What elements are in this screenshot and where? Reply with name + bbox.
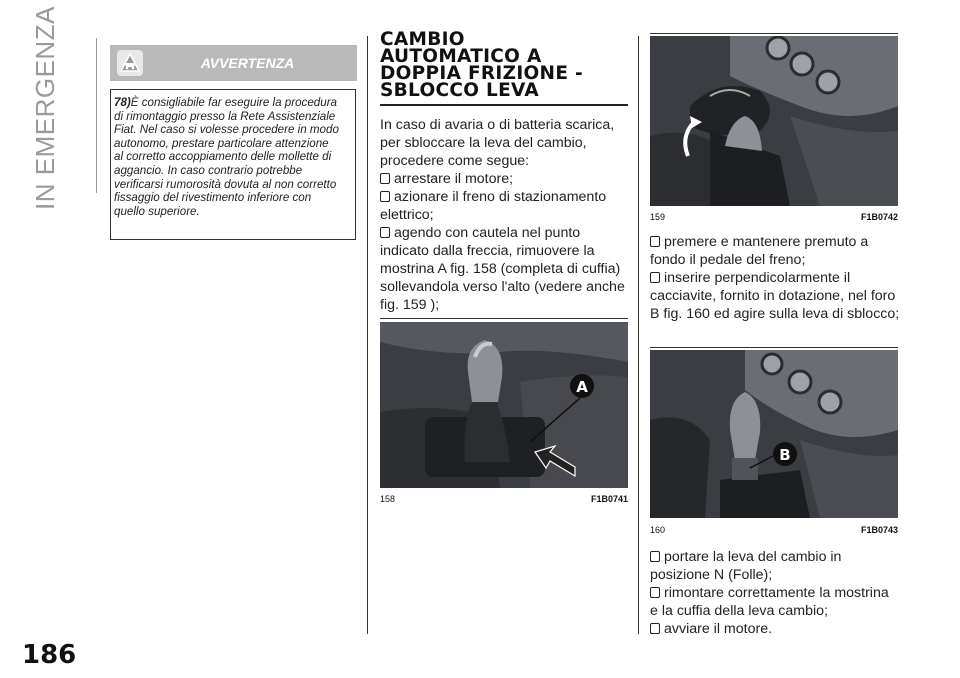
section-side-title xyxy=(30,6,90,210)
step-text: mostrina A fig. 158 (completa di cuffia) xyxy=(380,261,621,277)
step-item xyxy=(380,224,630,242)
step-item xyxy=(650,269,905,287)
warning-box xyxy=(110,89,356,240)
step-text: inserire perpendicolarmente il xyxy=(664,270,851,286)
step-text: rimontare correttamente la mostrina xyxy=(664,585,889,601)
step-item xyxy=(650,584,905,602)
figure-159-number: 159 xyxy=(650,212,666,222)
page-number: 186 xyxy=(22,640,77,670)
heading-line: DOPPIA FRIZIONE - xyxy=(380,63,583,84)
intro-line: procedere come segue: xyxy=(380,153,530,169)
step-text: cacciavite, fornito in dotazione, nel foro xyxy=(650,288,896,304)
warning-title: AVVERTENZA xyxy=(200,55,295,71)
step-text: fig. 159 ); xyxy=(380,297,440,313)
warning-line: al corretto accoppiamento delle mollette di xyxy=(114,150,332,164)
step-item xyxy=(650,233,905,251)
figure-top-rule xyxy=(650,347,898,348)
step-text: agendo con cautela nel punto xyxy=(394,225,581,241)
figure-160-image xyxy=(650,350,898,518)
warning-line: aggancio. In caso contrario potrebbe xyxy=(114,163,303,177)
warning-header xyxy=(110,45,357,81)
figure-158-caption xyxy=(380,494,628,504)
section-heading xyxy=(380,31,628,99)
intro-line: In caso di avaria o di batteria scarica, xyxy=(380,117,615,133)
figure-160-number: 160 xyxy=(650,525,666,535)
figure-160-caption xyxy=(650,525,898,535)
step-text: premere e mantenere premuto a xyxy=(664,234,869,250)
warning-line: fissaggio del rivestimento inferiore con xyxy=(114,191,312,205)
bullet-icon xyxy=(380,191,390,202)
figure-top-rule xyxy=(650,33,898,34)
figure-158-label: A xyxy=(576,378,588,396)
step-text: elettrico; xyxy=(380,207,434,223)
figure-160-code: F1B0743 xyxy=(860,525,898,535)
column-divider-2 xyxy=(638,36,639,634)
side-divider xyxy=(96,38,97,193)
figure-158-image xyxy=(380,322,628,488)
figure-159-code: F1B0742 xyxy=(860,212,898,222)
warning-line: quello superiore. xyxy=(114,204,200,218)
step-text: indicato dalla freccia, rimuovere la xyxy=(380,243,595,259)
figure-160-label: B xyxy=(779,446,791,464)
heading-underline xyxy=(380,104,628,106)
heading-line: CAMBIO xyxy=(380,29,465,50)
bullet-icon xyxy=(650,587,660,598)
step-item xyxy=(650,620,905,638)
column-divider-1 xyxy=(367,36,368,634)
step-text: avviare il motore. xyxy=(664,621,773,637)
step-text: azionare il freno di stazionamento xyxy=(394,189,607,205)
bullet-icon xyxy=(650,272,660,283)
step-text: B fig. 160 ed agire sulla leva di sblocco; xyxy=(650,306,900,322)
step-text: arrestare il motore; xyxy=(394,171,514,187)
warning-text xyxy=(114,96,354,218)
warning-line: verificarsi rumorosità dovuta al non corretto xyxy=(114,177,337,191)
bullet-icon xyxy=(650,623,660,634)
warning-line: Fiat. Nel caso si volesse procedere in modo xyxy=(114,123,339,137)
figure-159-image xyxy=(650,36,898,206)
step-text: posizione N (Folle); xyxy=(650,567,773,583)
step-text: fondo il pedale del freno; xyxy=(650,252,806,268)
bullet-icon xyxy=(380,227,390,238)
steps-column-3a xyxy=(650,233,905,323)
step-item xyxy=(380,170,630,188)
figure-top-rule xyxy=(380,318,628,319)
step-item xyxy=(380,188,630,206)
warning-ref: 78) xyxy=(114,96,131,109)
bullet-icon xyxy=(650,236,660,247)
steps-column-3b xyxy=(650,548,905,638)
heading-line: SBLOCCO LEVA xyxy=(380,80,540,101)
step-text: e la cuffia della leva cambio; xyxy=(650,603,828,619)
figure-158-number: 158 xyxy=(380,494,396,504)
bullet-icon xyxy=(650,551,660,562)
intro-paragraph xyxy=(380,116,630,314)
warning-line: autonomo, prestare particolare attenzione xyxy=(114,136,329,150)
bullet-icon xyxy=(380,173,390,184)
figure-158-code: F1B0741 xyxy=(590,494,628,504)
side-title-text: IN EMERGENZA xyxy=(30,6,60,210)
warning-line: È consigliabile far eseguire la procedura xyxy=(130,96,337,109)
step-text: portare la leva del cambio in xyxy=(664,549,842,565)
step-text: sollevandola verso l'alto (vedere anche xyxy=(380,279,625,295)
intro-line: per sbloccare la leva del cambio, xyxy=(380,135,587,151)
heading-line: AUTOMATICO A xyxy=(380,46,542,67)
warning-line: di rimontaggio presso la Rete Assistenziale xyxy=(114,109,336,123)
figure-159-caption xyxy=(650,212,898,222)
step-item xyxy=(650,548,905,566)
